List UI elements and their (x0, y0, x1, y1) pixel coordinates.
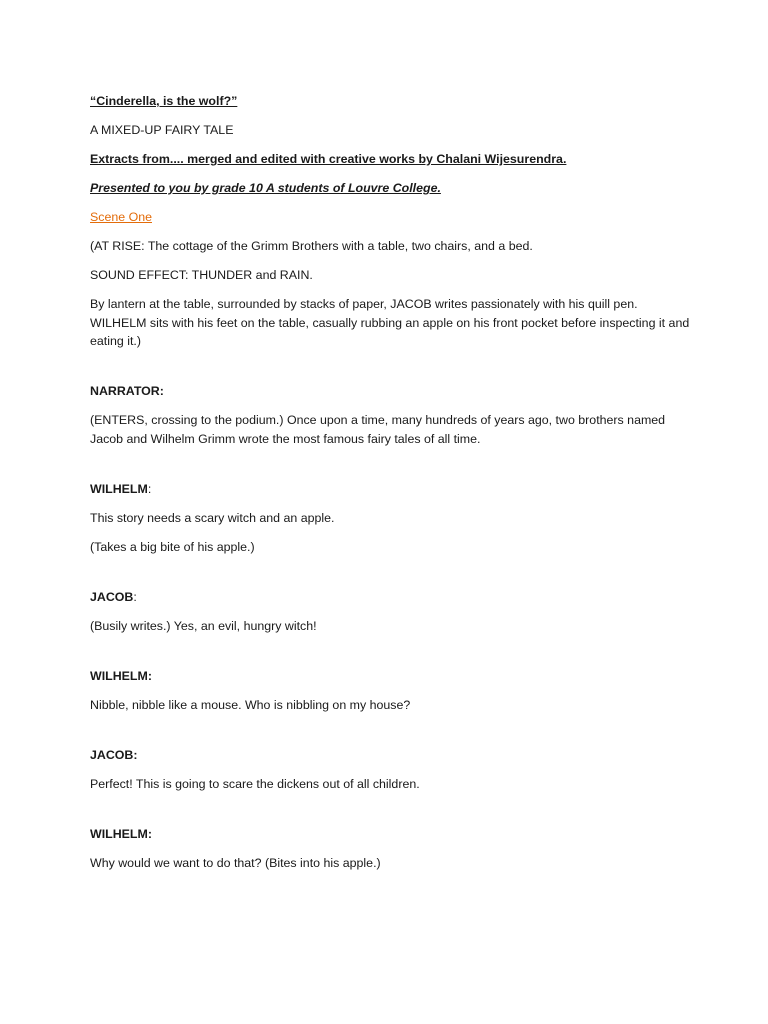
speaker-name (90, 746, 690, 765)
credits-presented: Presented to you by grade 10 A students of Louvre College. (90, 181, 441, 195)
play-subtitle: A MIXED-UP FAIRY TALE (90, 123, 234, 137)
speaker-colon: : (147, 668, 152, 683)
speaker-name (90, 588, 690, 607)
stage-direction-setting: (AT RISE: The cottage of the Grimm Brothers with a table, two chairs, and a bed. (90, 239, 533, 253)
scene-heading: Scene One (90, 210, 152, 224)
speaker-colon: : (133, 747, 138, 762)
speaker-label: WILHELM (90, 826, 148, 841)
credits-extracts: Extracts from.... merged and edited with creative works by Chalani Wijesurendra. (90, 152, 567, 166)
dialogue-line: Nibble, nibble like a mouse. Who is nibbling on my house? (90, 697, 411, 712)
dialogue-line: (Busily writes.) Yes, an evil, hungry witch! (90, 618, 317, 633)
dialogue-line: (Takes a big bite of his apple.) (90, 539, 255, 554)
dialogue-line: Why would we want to do that? (Bites into his apple.) (90, 855, 381, 870)
speaker-colon: : (147, 826, 152, 841)
speaker-colon: : (133, 589, 137, 604)
speaker-label: WILHELM (90, 668, 148, 683)
speaker-name (90, 825, 690, 844)
dialogue-line: This story needs a scary witch and an apple. (90, 510, 335, 525)
speaker-label: JACOB (90, 747, 134, 762)
speaker-label: NARRATOR (90, 384, 160, 398)
stage-direction-action: By lantern at the table, surrounded by stacks of paper, JACOB writes passionately with his quill pen. WILHELM sits with his feet on the table, casually rubbing an apple on his front pocket before inspecting it and eating it.) (90, 297, 690, 348)
speaker-name (90, 382, 690, 401)
document-page (90, 92, 690, 883)
play-title: “Cinderella, is the wolf?” (90, 94, 238, 108)
speaker-name (90, 667, 690, 686)
speaker-name (90, 480, 690, 499)
speaker-label: JACOB (90, 589, 134, 604)
stage-direction-sound: SOUND EFFECT: THUNDER and RAIN. (90, 268, 313, 282)
speaker-colon: : (147, 481, 152, 496)
dialogue-line: (ENTERS, crossing to the podium.) Once upon a time, many hundreds of years ago, two brothers named Jacob and Wilhelm Grimm wrote the most famous fairy tales of all time. (90, 413, 666, 446)
dialogue-line: Perfect! This is going to scare the dickens out of all children. (90, 776, 420, 791)
speaker-label: WILHELM (90, 481, 148, 496)
speaker-colon: : (159, 384, 164, 398)
